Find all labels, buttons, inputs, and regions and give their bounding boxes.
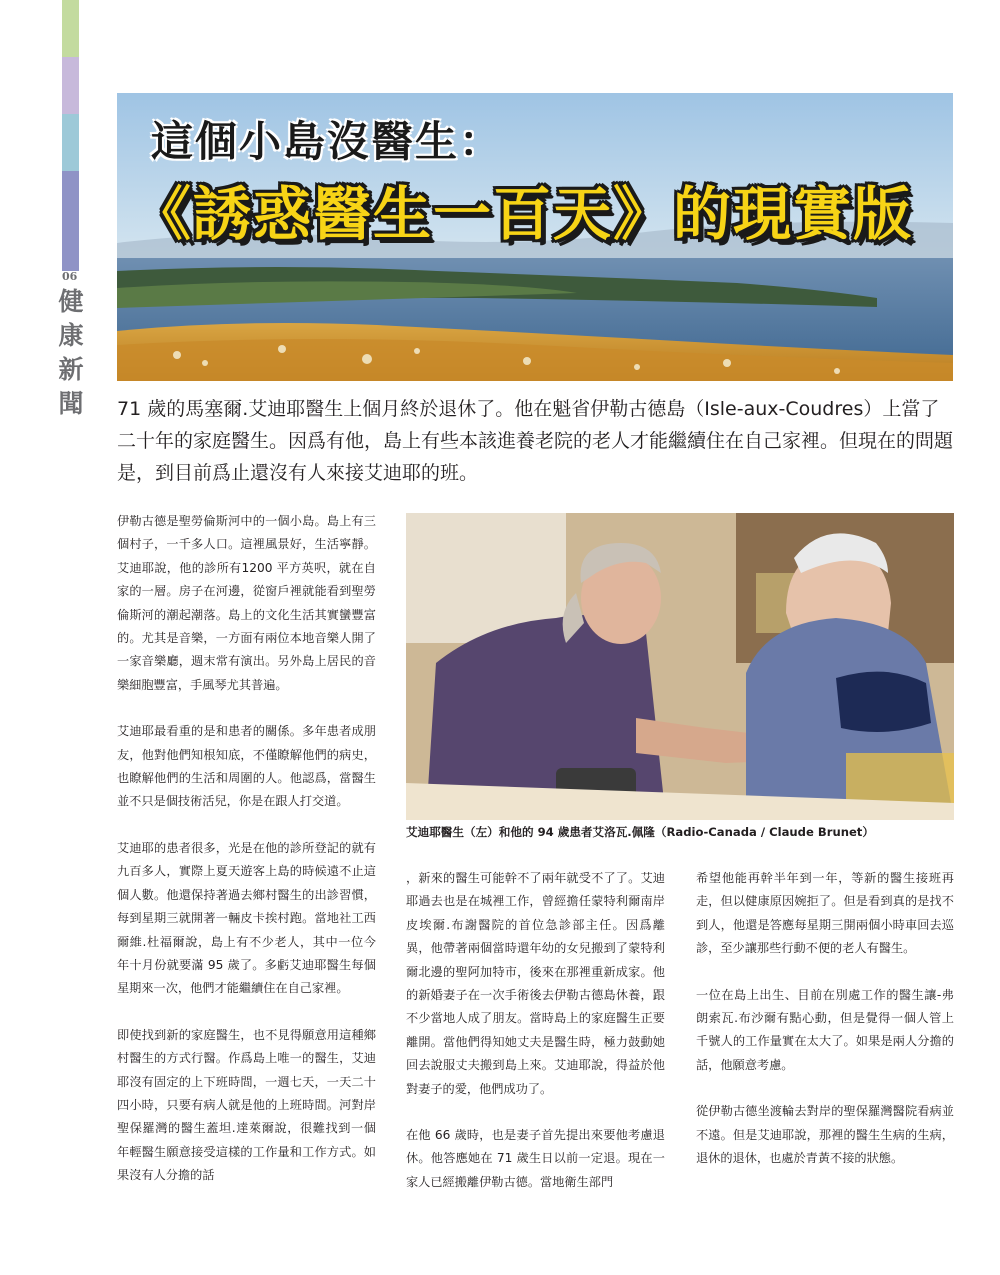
headline-line2: 《誘惑醫生一百天》的現實版 [133, 180, 914, 248]
hero-banner [117, 93, 953, 381]
body-column-1 [117, 510, 376, 1211]
section-label-char: 健 [58, 287, 84, 316]
body-column-3 [696, 867, 954, 1193]
lead-paragraph: 71 歲的馬塞爾.艾迪耶醫生上個月終於退休了。他在魁省伊勒古德島（Isle-aux-Coudres）上當了二十年的家庭醫生。因爲有他，島上有些本該進養老院的老人才能繼續住在自己家裡。但現在的問題是，到目前爲止還沒有人來接艾迪耶的班。 [117, 398, 954, 484]
section-label-char: 新 [58, 355, 84, 384]
paragraph: 從伊勒古德坐渡輪去對岸的聖保羅灣醫院看病並不遠。但是艾迪耶說，那裡的醫生生病的生病，退休的退休，也處於青黃不接的狀態。 [696, 1104, 954, 1166]
doctor-patient-photo [406, 513, 954, 820]
paragraph: 伊勒古德是聖勞倫斯河中的一個小島。島上有三個村子，一千多人口。這裡風景好，生活寧靜。艾迪耶說，他的診所有1200 平方英呎，就在自家的一層。房子在河邊，從窗戶裡就能看到聖勞倫斯河的潮起潮落。島上的文化生活其實蠻豐富的。尤其是音樂，一方面有兩位本地音樂人開了一家音樂廳，週末常有演出。另外島上居民的音樂細胞豐富，手風琴尤其普遍。 [117, 514, 376, 692]
paragraph: 在他 66 歲時，也是妻子首先提出來要他考慮退休。他答應她在 71 歲生日以前一定退。現在一家人已經搬離伊勒古德。當地衛生部門 [406, 1128, 665, 1189]
paragraph: ，新來的醫生可能幹不了兩年就受不了了。艾迪耶過去也是在城裡工作，曾經擔任蒙特利爾南岸皮埃爾.布謝醫院的首位急診部主任。因爲離異，他帶著兩個當時還年幼的女兒搬到了蒙特利爾北邊的聖阿加特市，後來在那裡重新成家。他的新婚妻子在一次手術後去伊勒古德島休養，跟不少當地人成了朋友。當時島上的家庭醫生正要離開。當他們得知她丈夫是醫生時，極力鼓動她回去說服丈夫搬到島上來。艾迪耶說，得益於他對妻子的愛，他們成功了。 [406, 871, 665, 1096]
color-bar-teal [62, 114, 79, 171]
paragraph: 一位在島上出生、目前在別處工作的醫生讓-弗朗索瓦.布沙爾有點心動，但是覺得一個人管上千號人的工作量實在太大了。如果是兩人分擔的話，他願意考慮。 [696, 987, 954, 1072]
body-column-2 [406, 867, 665, 1217]
headline-line1: 這個小島沒醫生： [151, 117, 504, 166]
section-label-char: 聞 [58, 389, 84, 418]
photo-caption: 艾迪耶醫生（左）和他的 94 歲患者艾洛瓦.佩隆（Radio-Canada / Claude Brunet） [406, 825, 874, 839]
section-label-char: 康 [58, 321, 84, 350]
color-bar-green [62, 0, 79, 57]
color-bar-purple [62, 57, 79, 114]
page-number: 06 [62, 270, 78, 283]
color-bar-blue [62, 171, 79, 271]
paragraph: 艾迪耶的患者很多，光是在他的診所登記的就有九百多人，實際上夏天遊客上島的時候遠不止這個人數。他還保持著過去鄉村醫生的出診習慣，每到星期三就開著一輛皮卡挨村跑。當地社工西爾維.杜福爾說，島上有不少老人，其中一位今年十月份就要滿 95 歲了。多虧艾迪耶醫生每個星期來一次，他們才能繼續住在自己家裡。 [117, 840, 376, 996]
section-label [56, 285, 86, 421]
paragraph: 艾迪耶最看重的是和患者的關係。多年患者成朋友，他對他們知根知底，不僅瞭解他們的病史，也瞭解他們的生活和周圍的人。他認爲，當醫生並不只是個技術活兒，你是在跟人打交道。 [117, 724, 376, 809]
paragraph: 即使找到新的家庭醫生，也不見得願意用這種鄉村醫生的方式行醫。作爲島上唯一的醫生，艾迪耶沒有固定的上下班時間，一週七天，一天二十四小時，只要有病人就是他的上班時間。河對岸聖保羅灣的醫生蓋坦.達萊爾說，很難找到一個年輕醫生願意接受這樣的工作量和工作方式。如果沒有人分擔的話 [117, 1027, 376, 1183]
paragraph: 希望他能再幹半年到一年，等新的醫生接班再走，但以健康原因婉拒了。但是看到真的是找不到人，他還是答應每星期三開兩個小時車回去巡診，至少讓那些行動不便的老人有醫生。 [696, 871, 954, 956]
